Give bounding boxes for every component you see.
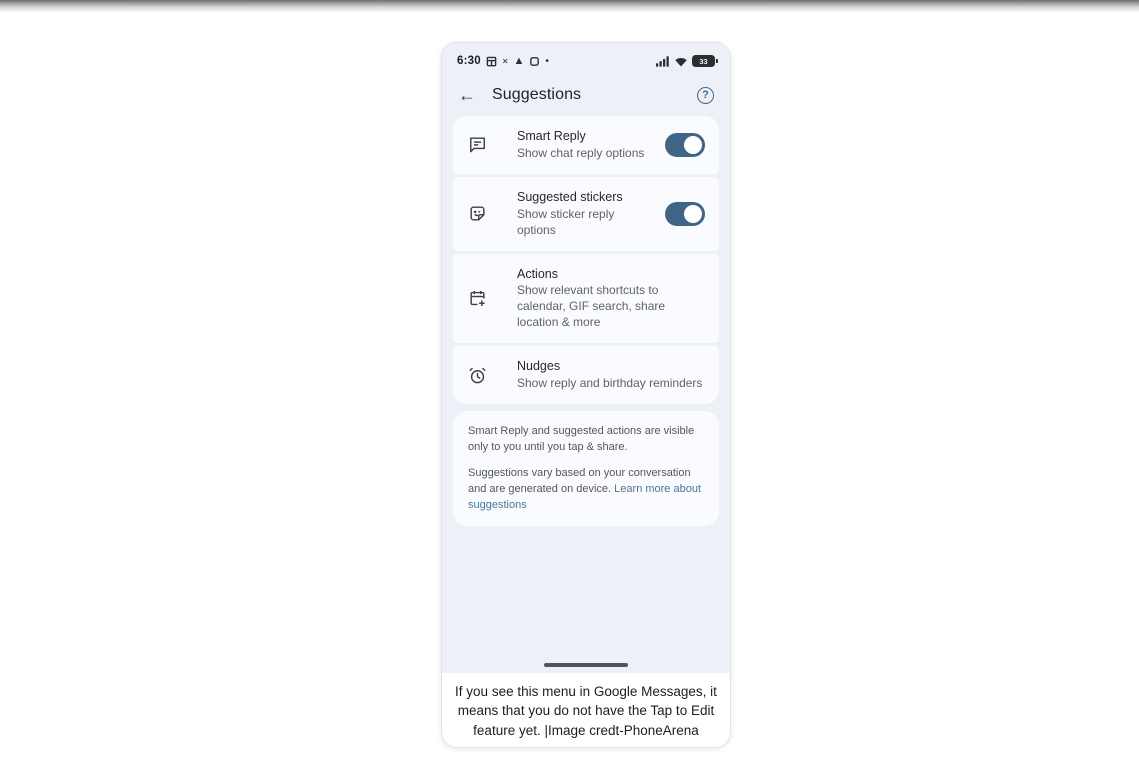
calendar-icon	[486, 56, 497, 67]
chat-bubble-icon	[467, 135, 487, 155]
dot-icon: •	[545, 55, 549, 67]
status-bar	[442, 43, 730, 70]
page-title: Suggestions	[492, 86, 582, 103]
alarm-clock-icon	[467, 365, 487, 385]
row-title: Actions	[517, 266, 558, 281]
footer-paragraph-2: Suggestions vary based on your conversation and are generated on device. Learn more about suggestions	[468, 467, 702, 511]
row-nudges[interactable]	[453, 346, 719, 404]
smart-reply-toggle[interactable]	[665, 133, 705, 157]
row-title: Nudges	[517, 359, 561, 374]
gesture-navigation-pill[interactable]	[544, 663, 628, 667]
row-subtitle: Show relevant shortcuts to calendar, GIF search, share location & more	[517, 283, 666, 330]
sticker-icon	[467, 204, 487, 224]
help-icon[interactable]: ?	[697, 87, 714, 104]
toggle-knob	[684, 205, 702, 223]
battery-icon	[692, 55, 715, 67]
suggestions-settings-screen	[442, 43, 730, 673]
image-caption: If you see this menu in Google Messages, it means that you do not have the Tap to Edit feature yet. |Image credt-PhoneArena	[455, 684, 717, 738]
row-title: Suggested stickers	[517, 189, 623, 204]
suggested-stickers-toggle[interactable]	[665, 202, 705, 226]
row-title: Smart Reply	[517, 129, 586, 143]
back-arrow-icon[interactable]: ←	[458, 85, 476, 105]
caption-area	[442, 673, 730, 747]
warning-icon: ▲	[513, 55, 525, 67]
settings-list	[442, 116, 730, 407]
status-time: 6:30	[457, 55, 481, 67]
battery-percent: 33	[699, 56, 708, 66]
square-outline-icon	[529, 56, 540, 67]
app-badge-icon: ✕	[501, 56, 509, 66]
header	[442, 70, 730, 116]
learn-more-link[interactable]: Learn more about suggestions	[468, 483, 702, 511]
row-subtitle: Show reply and birthday reminders	[517, 376, 703, 391]
row-subtitle: Show sticker reply options	[517, 206, 615, 237]
empty-space	[442, 526, 730, 663]
toggle-knob	[684, 136, 702, 154]
phone-screenshot	[441, 42, 731, 748]
wifi-icon	[674, 56, 688, 67]
row-subtitle: Show chat reply options	[517, 145, 645, 160]
footer-info-card	[453, 411, 719, 526]
footer-paragraph-1: Smart Reply and suggested actions are visible only to you until you tap & share.	[468, 425, 695, 453]
row-actions[interactable]	[453, 254, 719, 344]
page-top-gradient-bar	[0, 0, 1139, 13]
calendar-add-icon	[467, 288, 487, 308]
row-smart-reply[interactable]	[453, 116, 719, 174]
row-suggested-stickers[interactable]	[453, 177, 719, 251]
signal-bars-icon	[656, 56, 670, 67]
